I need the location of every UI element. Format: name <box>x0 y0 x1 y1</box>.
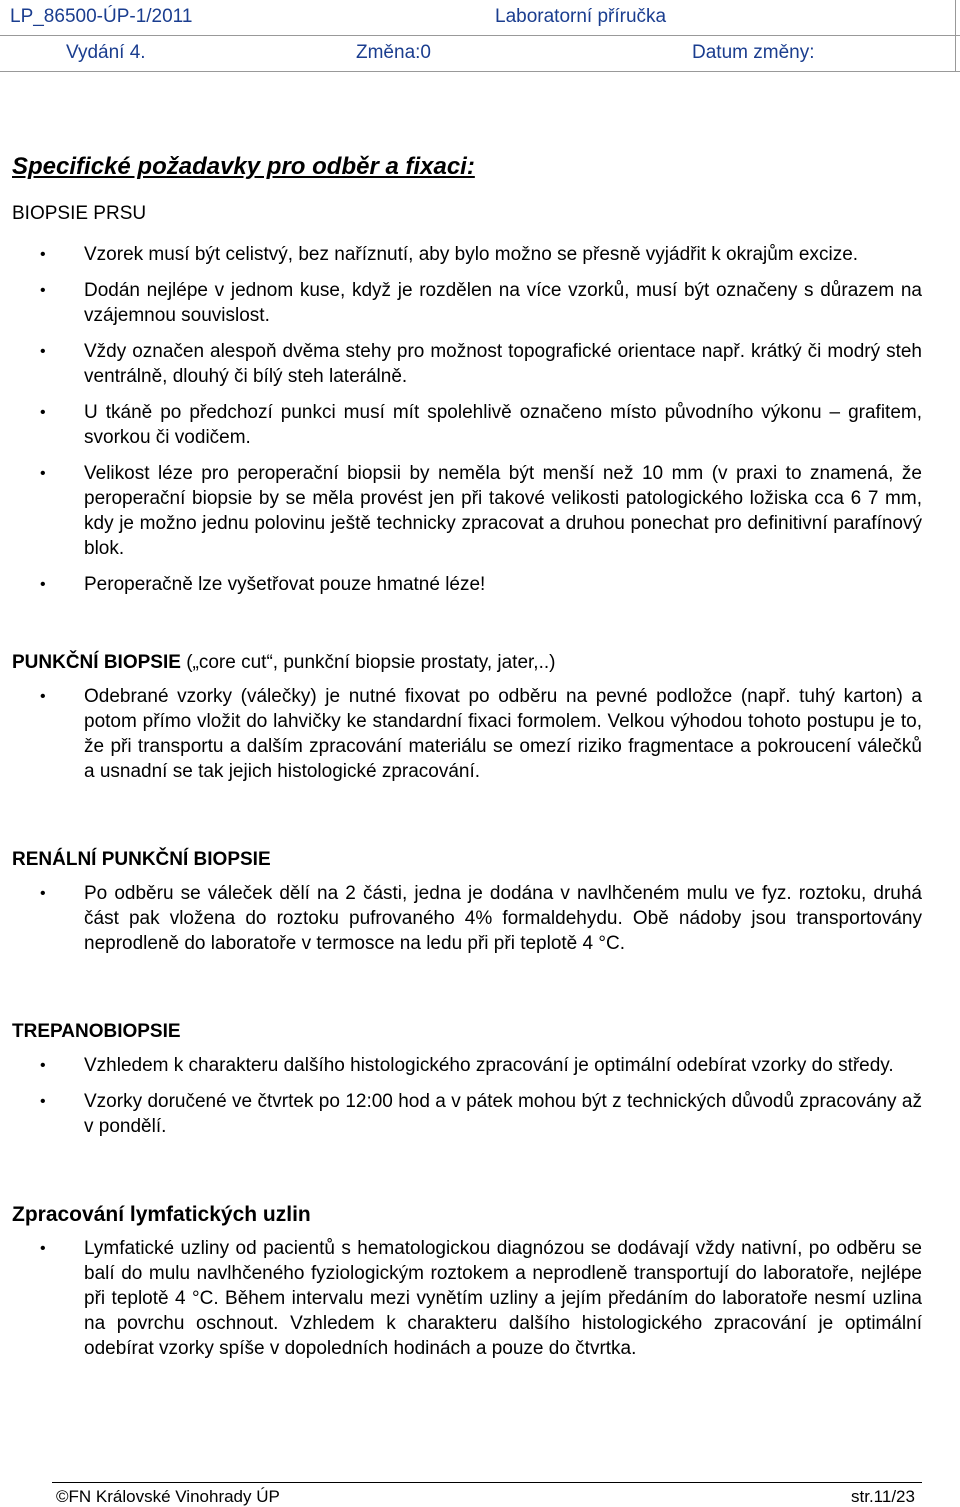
section-heading-lymph: Zpracování lymfatických uzlin <box>12 1203 311 1226</box>
page-title: Specifické požadavky pro odběr a fixaci: <box>12 153 475 180</box>
header-row-1 <box>0 0 960 36</box>
bullet-icon: • <box>40 246 46 263</box>
footer-page: str.11/23 <box>851 1487 915 1506</box>
trephine-list <box>40 1053 922 1150</box>
list-item: • Vždy označen alespoň dvěma stehy pro možnost topografické orientace např. krátký či modrý steh ventrálně, dlouhý či bílý steh laterálně. <box>40 341 922 387</box>
list-item: • U tkáně po předchozí punkci musí mít spolehlivě označeno místo původního výkonu – grafitem, svorkou či vodičem. <box>40 402 922 448</box>
breast-list <box>40 242 922 608</box>
list-item: • Vzorky doručené ve čtvrtek po 12:00 hod a v pátek mohou být z technických důvodů zpracovány až v pondělí. <box>40 1091 922 1137</box>
footer-org: ©FN Královské Vinohrady ÚP <box>56 1487 280 1506</box>
list-item: • Lymfatické uzliny od pacientů s hematologickou diagnózou se dodávají vždy nativní, po odběru se balí do mulu navlhčeného fyziologickým roztokem a neprodleně transportují do laboratoře, nejlépe při teplotě 4 °C. Během intervalu mezi vynětím uzliny a jejím předáním do laboratoře nesmí uzlina na povrchu oschnout. Vzhledem k charakteru dalšího histologického zpracování je optimální odebírat vzorky spíše v dopoledních hodinách a pouze do čtvrtka. <box>40 1238 922 1359</box>
bullet-icon: • <box>40 688 46 705</box>
list-item: • Vzorek musí být celistvý, bez naříznutí, aby bylo možno se přesně vyjádřit k okrajům excize. <box>40 244 859 265</box>
punch-list <box>40 684 922 784</box>
section-heading-renal: RENÁLNÍ PUNKČNÍ BIOPSIE <box>12 849 271 870</box>
section-heading-breast: BIOPSIE PRSU <box>12 203 147 224</box>
header-border <box>955 0 956 72</box>
doc-type: Laboratorní příručka <box>495 6 667 27</box>
bullet-icon: • <box>40 1057 46 1074</box>
bullet-icon: • <box>40 1093 46 1110</box>
change: Změna:0 <box>356 42 431 63</box>
lymph-list <box>40 1236 922 1361</box>
section-heading-trephine: TREPANOBIOPSIE <box>12 1021 181 1042</box>
header-row-2 <box>0 36 960 72</box>
bullet-icon: • <box>40 343 46 360</box>
list-item: • Po odběru se váleček dělí na 2 části, jedna je dodána v navlhčeném mulu ve fyz. roztoku, druhá část pak vložena do roztoku pufrovaného 4% formaldehydu. Obě nádoby jsou transportovány neprodleně do laboratoře v termosce na ledu při při teplotě 4 °C. <box>40 883 922 954</box>
bullet-icon: • <box>40 885 46 902</box>
bullet-icon: • <box>40 404 46 421</box>
list-item: • Dodán nejlépe v jednom kuse, když je rozdělen na více vzorků, musí být označeny s důrazem na vzájemnou souvislost. <box>40 280 922 326</box>
list-item: • Vzhledem k charakteru dalšího histologického zpracování je optimální odebírat vzorky do středy. <box>40 1055 894 1076</box>
list-item: • Peroperačně lze vyšetřovat pouze hmatné léze! <box>40 574 486 595</box>
change-date: Datum změny: <box>692 42 815 63</box>
bullet-icon: • <box>40 465 46 482</box>
bullet-icon: • <box>40 282 46 299</box>
list-item: • Odebrané vzorky (válečky) je nutné fixovat po odběru na pevné podložce (např. tuhý karton) a potom přímo vložit do lahvičky ke standardní fixaci formolem. Velkou výhodou tohoto postupu je to, že při transportu a dalším zpracování materiálu se omezí riziko fragmentace a pokroucení válečků a usnadní se tak jejich histologické zpracování. <box>40 686 922 782</box>
bullet-icon: • <box>40 1240 46 1257</box>
section-heading-punch: PUNKČNÍ BIOPSIE („core cut“, punkční biopsie prostaty, jater,..) <box>12 652 556 673</box>
edition: Vydání 4. <box>66 42 146 63</box>
bullet-icon: • <box>40 576 46 593</box>
doc-code: LP_86500-ÚP-1/2011 <box>10 6 193 27</box>
renal-list <box>40 881 922 956</box>
footer-divider <box>52 1482 922 1483</box>
list-item: • Velikost léze pro peroperační biopsii by neměla být menší než 10 mm (v praxi to znamená, že peroperační biopsie by se měla provést jen při takové velikosti patologického ložiska cca 6 7 mm, kdy je možno jednu polovinu ještě technicky zpracovat a druhou ponechat pro definitivní parafínový blok. <box>40 463 922 559</box>
